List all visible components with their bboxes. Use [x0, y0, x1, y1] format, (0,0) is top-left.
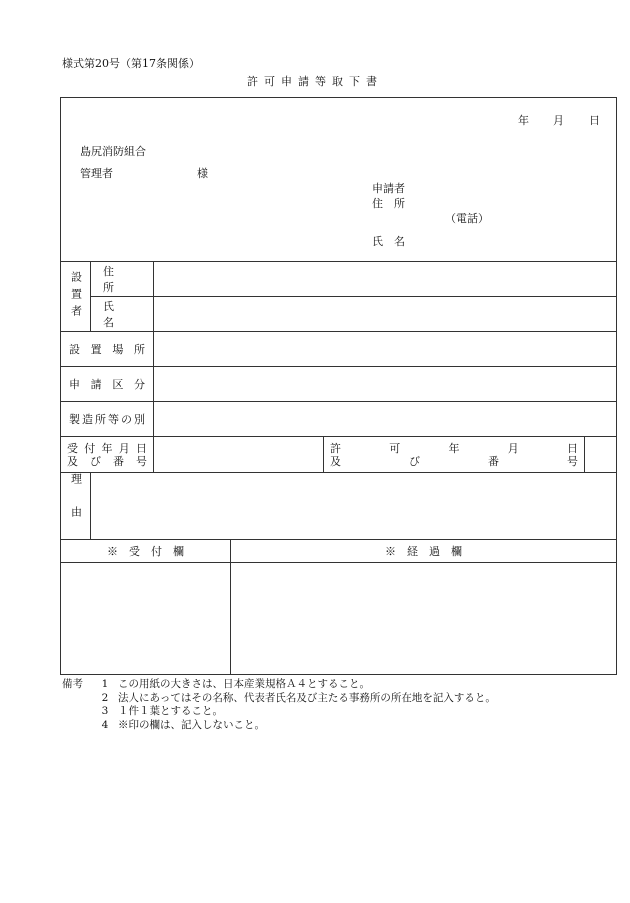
- remark-item: 4 ※印の欄は、記入しないこと。: [101, 718, 265, 731]
- application-type-label: 申請区分: [61, 367, 154, 402]
- installer-address-field[interactable]: [154, 262, 617, 297]
- installer-label: 設置者: [61, 262, 91, 332]
- organization-name: 島尻消防組合: [80, 145, 146, 158]
- remark-item: 備考 1 この用紙の大きさは、日本産業規格Ａ４とすること。: [62, 678, 370, 690]
- application-type-field[interactable]: [154, 367, 617, 402]
- form-id: 様式第20号（第17条関係）: [62, 57, 200, 70]
- header-block: [61, 98, 617, 262]
- remark-item: 3 １件１葉とすること。: [101, 705, 223, 717]
- date-year-label: 年: [518, 114, 529, 127]
- facility-type-label: 製造所等の別: [61, 402, 154, 437]
- form-title: 許可申請等取下書: [247, 75, 383, 88]
- remark-item: 2 法人にあってはその名称、代表者氏名及び主たる事務所の所在地を記入すると。: [101, 691, 496, 704]
- remarks: [62, 678, 496, 732]
- applicant-name-label: 氏 名: [372, 235, 405, 248]
- reception-column-header: ※ 受 付 欄: [61, 540, 231, 563]
- applicant-phone-label: （電話）: [445, 212, 489, 225]
- honorific-label: 様: [197, 167, 208, 180]
- date-month-label: 月: [553, 114, 564, 127]
- progress-column-header: ※ 経 過 欄: [231, 540, 617, 563]
- applicant-label: 申請者: [372, 182, 405, 195]
- installer-name-label: 氏 名: [91, 297, 154, 332]
- installer-name-field[interactable]: [154, 297, 617, 332]
- received-date-label: 受付年月日 及び番号: [61, 437, 154, 473]
- progress-column-field: [231, 563, 617, 675]
- reception-column-field: [61, 563, 231, 675]
- permit-date-label: 許可年月日 及び番号: [324, 437, 585, 473]
- reason-label: 理由: [61, 473, 91, 540]
- installer-address-label: 住 所: [91, 262, 154, 297]
- form-table: [60, 97, 617, 675]
- permit-date-field[interactable]: [585, 437, 617, 473]
- location-label: 設置場所: [61, 332, 154, 367]
- received-date-field[interactable]: [154, 437, 324, 473]
- manager-label: 管理者: [80, 167, 113, 180]
- location-field[interactable]: [154, 332, 617, 367]
- facility-type-field[interactable]: [154, 402, 617, 437]
- remarks-heading: 備考: [62, 678, 83, 690]
- applicant-address-label: 住 所: [372, 197, 405, 210]
- date-day-label: 日: [589, 114, 600, 127]
- reason-field[interactable]: [91, 473, 617, 540]
